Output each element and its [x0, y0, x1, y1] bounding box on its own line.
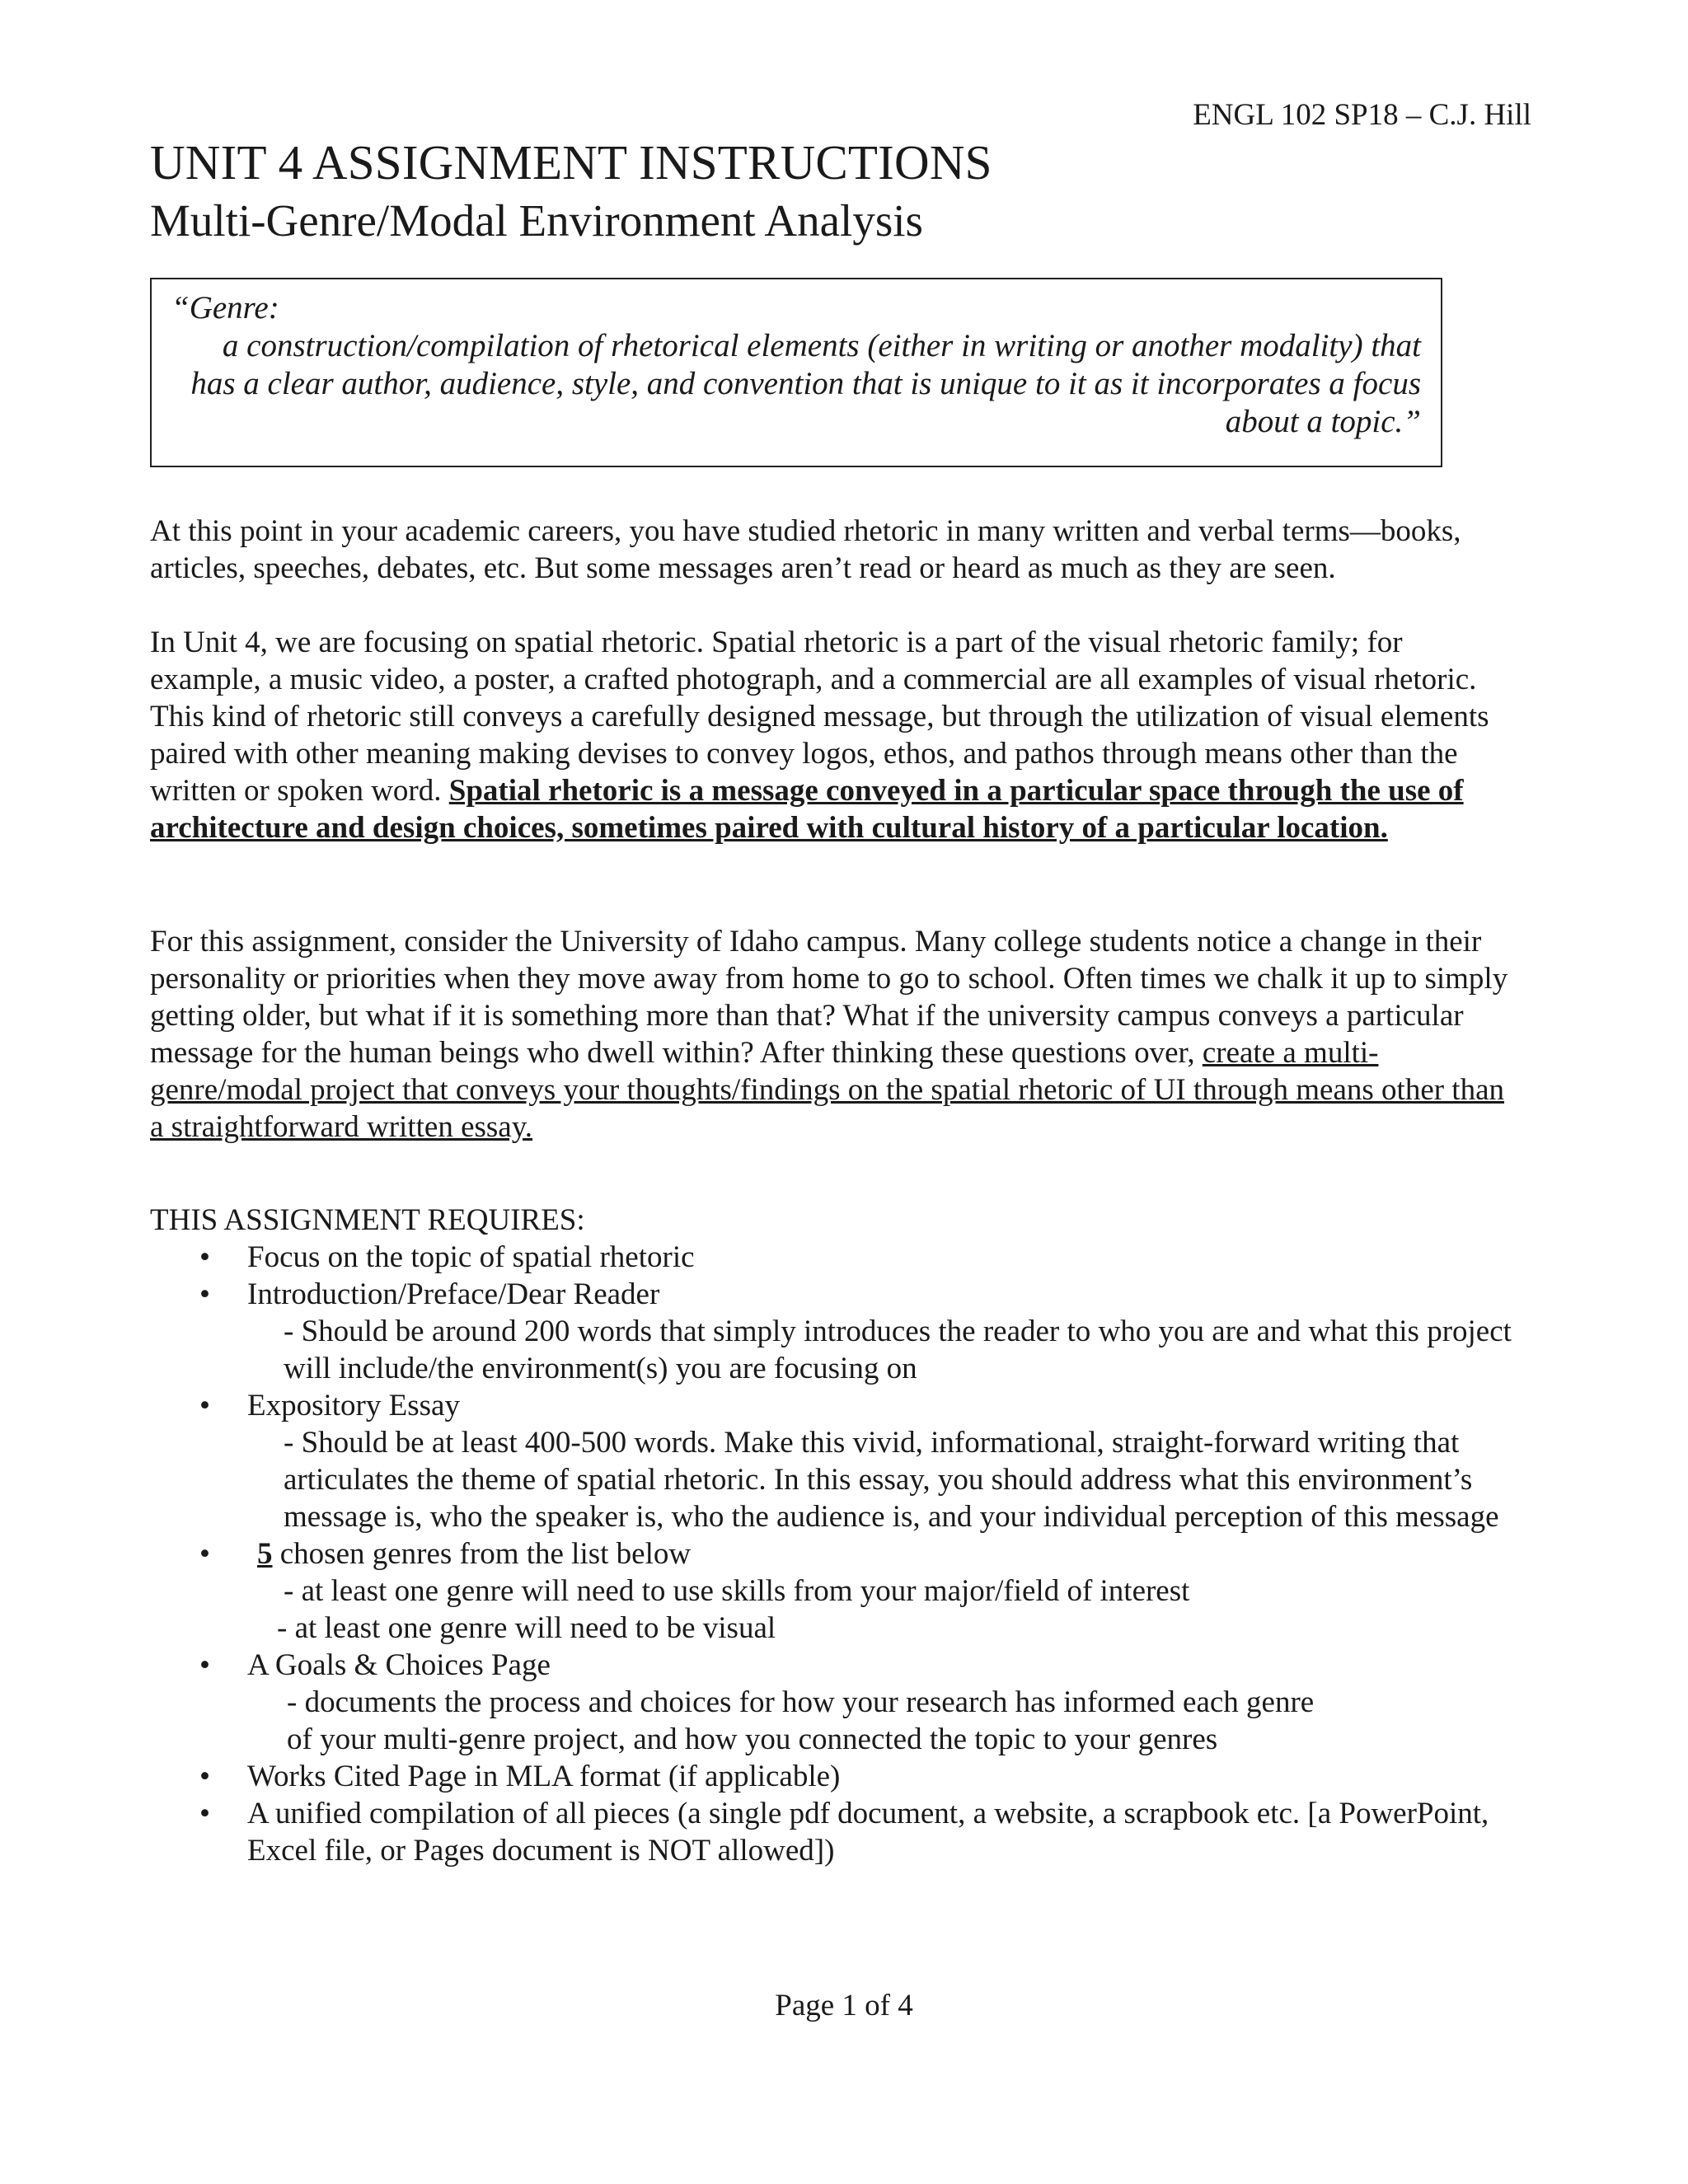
- item-subtext: - at least one genre will need to be visual: [277, 1611, 776, 1645]
- quote-line-3: about a topic.”: [1225, 404, 1421, 439]
- bullet-icon: •: [199, 1240, 210, 1274]
- paragraph-text: For this assignment, consider the University of Idaho campus. Many college students notice a change in their personality or priorities when they move away from home to go to school. Often times we chalk it up to simply getting older, but what if it is something more than that? What if the university campus conveys a particular message for the human beings who dwell within? After thinking these questions over,: [150, 925, 1508, 1070]
- bullet-icon: •: [199, 1797, 210, 1830]
- item-text: Works Cited Page in MLA format (if applicable): [247, 1760, 841, 1793]
- quote-head: “Genre:: [171, 290, 279, 326]
- item-text: Focus on the topic of spatial rhetoric: [247, 1240, 695, 1274]
- paragraph-text: In Unit 4, we are focusing on spatial rhetoric. Spatial rhetoric is a part of the visual rhetoric family; for example, a music video, a poster, a crafted photograph, and a commercial are all examples of visual rhetoric. This kind of rhetoric still conveys a carefully designed message, but through the utilization of visual elements paired with other meaning making devises to convey logos, ethos, and pathos through means other than the written or spoken word.: [150, 626, 1489, 808]
- item-subtext: - Should be at least 400-500 words. Make this vivid, informational, straight-forward writing that articulates the theme of spatial rhetoric. In this essay, you should address what this environment’s message is, who the speaker is, who the audience is, and your individual perception of this message: [284, 1426, 1499, 1534]
- page-number: Page 1 of 4: [775, 1989, 913, 2022]
- bullet-icon: •: [199, 1537, 210, 1571]
- requirements-heading: THIS ASSIGNMENT REQUIRES:: [150, 1203, 585, 1237]
- bullet-icon: •: [199, 1389, 210, 1422]
- course-header: ENGL 102 SP18 – C.J. Hill: [1193, 98, 1531, 132]
- item-subtext: - documents the process and choices for how your research has informed each genre of your multi-genre project, and how you connected the topic to your genres: [287, 1685, 1315, 1756]
- bullet-icon: •: [199, 1277, 210, 1311]
- spatial-rhetoric-paragraph: [150, 624, 1518, 846]
- assignment-task: create a multi-genre/modal project that conveys your thoughts/findings on the spatial rhetoric of UI through means other than a straightforward written essay.: [150, 1036, 1505, 1144]
- list-item: [150, 1535, 1535, 1647]
- bullet-icon: •: [199, 1760, 210, 1793]
- list-item: [150, 1758, 1535, 1795]
- quote-line-2: has a clear author, audience, style, and convention that is unique to it as it incorporates a focus: [190, 366, 1421, 401]
- assignment-paragraph: [150, 923, 1518, 1146]
- spatial-rhetoric-definition: Spatial rhetoric is a message conveyed in a particular space through the use of architecture and design choices, sometimes paired with cultural history of a particular location.: [150, 774, 1464, 845]
- item-text: Introduction/Preface/Dear Reader: [247, 1277, 660, 1311]
- quote-line-1: a construction/compilation of rhetorical elements (either in writing or another modality) that: [222, 328, 1421, 363]
- page-subtitle: Multi-Genre/Modal Environment Analysis: [150, 195, 923, 246]
- item-subtext: - Should be around 200 words that simply introduces the reader to who you are and what this project will include/the environment(s) you are focusing on: [284, 1315, 1512, 1385]
- page-title: UNIT 4 ASSIGNMENT INSTRUCTIONS: [150, 135, 992, 190]
- intro-paragraph: At this point in your academic careers, you have studied rhetoric in many written and verbal terms—books, articles, speeches, debates, etc. But some messages aren’t read or heard as much as they are seen.: [150, 514, 1461, 585]
- genre-definition-box: [150, 278, 1442, 467]
- genre-count: 5: [257, 1537, 273, 1571]
- list-item: [150, 1647, 1535, 1758]
- item-text: A Goals & Choices Page: [247, 1648, 551, 1682]
- list-item: [150, 1276, 1535, 1387]
- requirements-list: [150, 1239, 1535, 1869]
- item-text: A unified compilation of all pieces (a single pdf document, a website, a scrapbook etc. [a PowerPoint, Excel file, or Pages document is NOT allowed]): [247, 1797, 1489, 1868]
- list-item: [150, 1239, 1535, 1276]
- bullet-icon: •: [199, 1648, 210, 1682]
- list-item: [150, 1795, 1535, 1869]
- list-item: [150, 1387, 1535, 1535]
- item-text: chosen genres from the list below: [272, 1537, 692, 1571]
- item-text: Expository Essay: [247, 1389, 460, 1422]
- item-subtext: - at least one genre will need to use skills from your major/field of interest: [284, 1574, 1190, 1608]
